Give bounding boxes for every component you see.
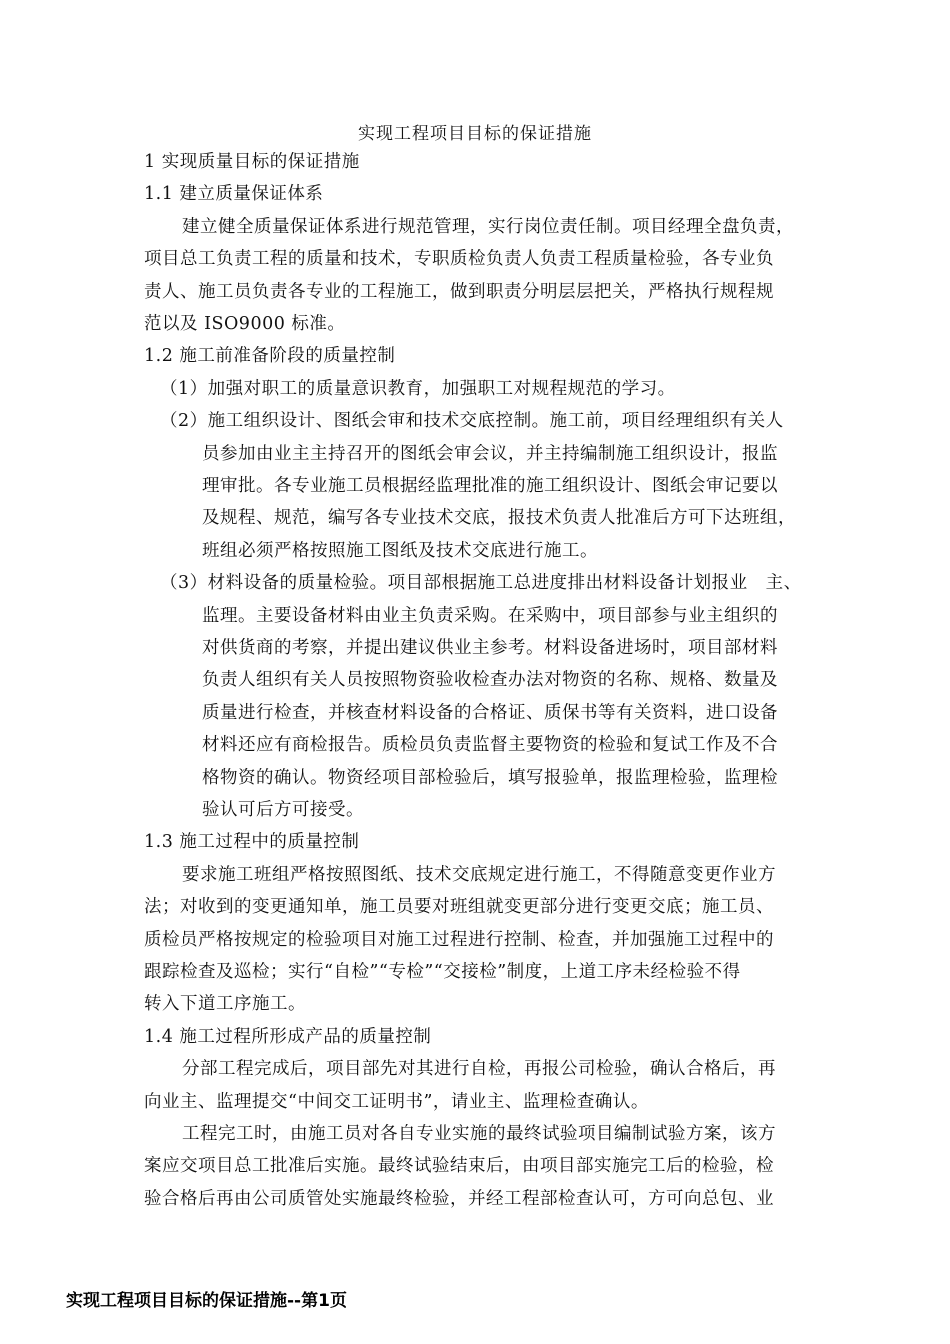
text-line: 负责人组织有关人员按照物资验收检查办法对物资的名称、规格、数量及	[202, 670, 778, 691]
text-line: （3）材料设备的质量检验。项目部根据施工总进度排出材料设备计划报业 主、	[160, 573, 802, 594]
text-line: 跟踪检查及巡检；实行“自检”“专检”“交接检”制度，上道工序未经检验不得	[144, 962, 741, 982]
text-line: 班组必须严格按照施工图纸及技术交底进行施工。	[202, 540, 598, 561]
text-line: 责人、施工员负责各专业的工程施工，做到职责分明层层把关，严格执行规程规	[144, 281, 774, 302]
text-line: 质检员严格按规定的检验项目对施工过程进行控制、检查，并加强施工过程中的	[144, 929, 774, 950]
text-line: （2）施工组织设计、图纸会审和技术交底控制。施工前，项目经理组织有关人	[160, 411, 784, 432]
text-line: 工程完工时，由施工员对各自专业实施的最终试验项目编制试验方案，该方	[182, 1124, 776, 1144]
text-line: 案应交项目总工批准后实施。最终试验结束后，由项目部实施完工后的检验，检	[144, 1156, 774, 1177]
text-line: 及规程、规范，编写各专业技术交底，报技术负责人批准后方可下达班组，	[202, 508, 796, 529]
section-heading: 1.1 建立质量保证体系	[144, 184, 324, 205]
text-line: （1）加强对职工的质量意识教育，加强职工对规程规范的学习。	[160, 378, 676, 399]
text-line: 转入下道工序施工。	[144, 994, 306, 1015]
text-line: 对供货商的考察，并提出建议供业主参考。材料设备进场时，项目部材料	[202, 638, 778, 658]
text-line: 监理。主要设备材料由业主负责采购。在采购中，项目部参与业主组织的	[202, 605, 778, 626]
section-heading: 1.2 施工前准备阶段的质量控制	[144, 346, 396, 367]
section-heading: 1.3 施工过程中的质量控制	[144, 832, 360, 853]
text-line: 范以及 ISO9000 标准。	[144, 314, 346, 334]
section-heading: 1.4 施工过程所形成产品的质量控制	[144, 1026, 432, 1047]
text-line: 分部工程完成后，项目部先对其进行自检，再报公司检验，确认合格后，再	[182, 1059, 776, 1080]
text-line: 验认可后方可接受。	[202, 800, 364, 820]
text-line: 项目总工负责工程的质量和技术，专职质检负责人负责工程质量检验，各专业负	[144, 249, 774, 270]
text-line: 建立健全质量保证体系进行规范管理，实行岗位责任制。项目经理全盘负责，	[182, 216, 794, 237]
section-heading: 1 实现质量目标的保证措施	[144, 152, 360, 172]
text-line: 质量进行检查，并核查材料设备的合格证、质保书等有关资料，进口设备	[202, 702, 778, 723]
text-line: 验合格后再由公司质管处实施最终检验，并经工程部检查认可，方可向总包、业	[144, 1188, 774, 1209]
text-line: 法；对收到的变更通知单，施工员要对班组就变更部分进行变更交底；施工员、	[144, 897, 774, 918]
text-line: 格物资的确认。物资经项目部检验后，填写报验单，报监理检验，监理检	[202, 767, 778, 788]
page-footer: 实现工程项目目标的保证措施--第1页	[66, 1291, 347, 1311]
text-line: 理审批。各专业施工员根据经监理批准的施工组织设计、图纸会审记要以	[202, 476, 778, 496]
text-line: 员参加由业主主持召开的图纸会审会议，并主持编制施工组织设计，报监	[202, 443, 778, 464]
text-line: 向业主、监理提交“中间交工证明书”，请业主、监理检查确认。	[144, 1091, 649, 1112]
text-line: 材料还应有商检报告。质检员负责监督主要物资的检验和复试工作及不合	[202, 735, 778, 756]
document-title: 实现工程项目目标的保证措施	[358, 124, 592, 144]
text-line: 要求施工班组严格按照图纸、技术交底规定进行施工，不得随意变更作业方	[182, 864, 776, 885]
